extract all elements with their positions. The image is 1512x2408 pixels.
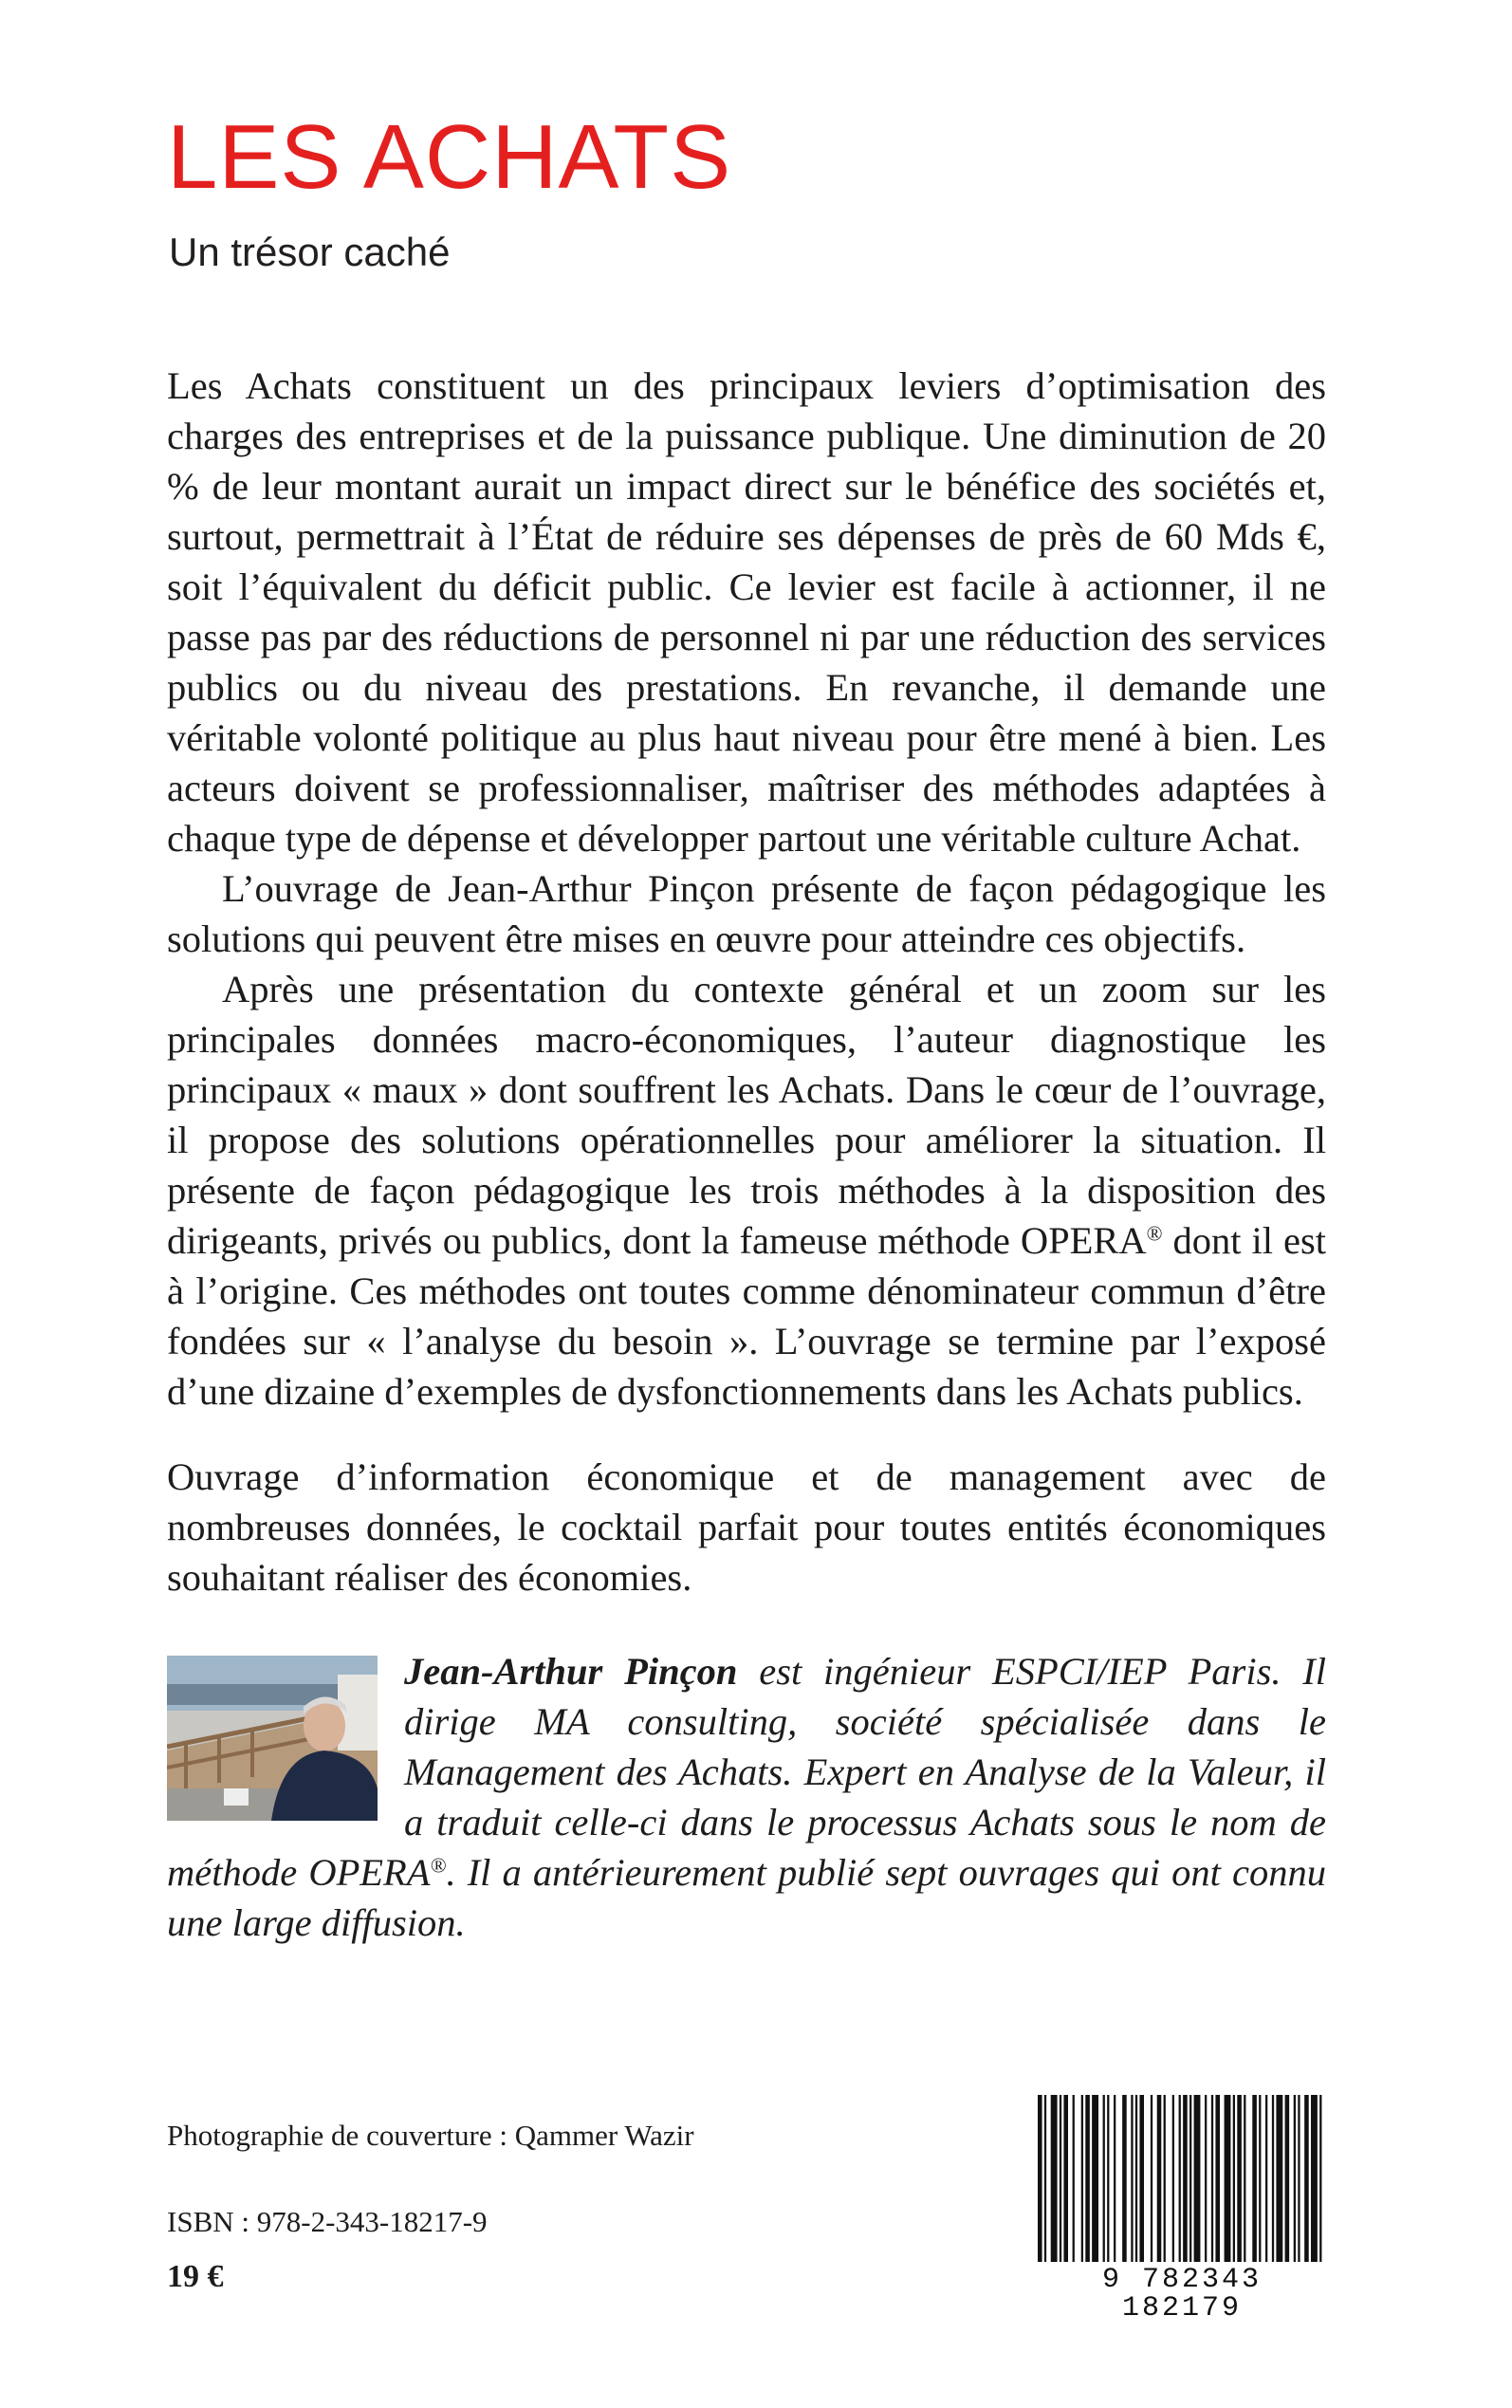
registered-mark: ® <box>1146 1221 1163 1246</box>
barcode-bar <box>1131 2095 1133 2262</box>
barcode-bar <box>1319 2095 1321 2262</box>
barcode-bar <box>1151 2095 1152 2262</box>
barcode-bar <box>1294 2095 1296 2262</box>
barcode-bar <box>1107 2095 1109 2262</box>
barcode-bar <box>1285 2095 1290 2262</box>
barcode-bar <box>1189 2095 1191 2262</box>
author-bio-text: . Il a antérieurement publié sept ouvrages qui ont connu une large diffusion. <box>167 1851 1326 1944</box>
author-bio-text: est ingénieur ESPCI/IEP Paris. Il dirige MA consulting, société spécialisée dans le Management des Achats. Expert en Analyse de la Valeur, il a traduit celle-ci dans le processus Achats sous le nom de méthode OPERA <box>167 1650 1327 1894</box>
book-summary <box>167 361 1326 1417</box>
barcode-bar <box>1233 2095 1235 2262</box>
barcode-bar <box>1092 2095 1098 2262</box>
barcode-bar <box>1051 2095 1058 2262</box>
barcode-digits: 9 782343 182179 <box>1101 2264 1263 2325</box>
book-title: LES ACHATS <box>167 106 732 208</box>
barcode-bar <box>1103 2095 1105 2262</box>
barcode-bar <box>1038 2095 1042 2262</box>
barcode-bar <box>1114 2095 1116 2262</box>
summary-paragraph: L’ouvrage de Jean-Arthur Pinçon présente de façon pédagogique les solutions qui peuvent être mises en œuvre pour atteindre ces objectifs. <box>167 867 1326 960</box>
barcode-bar <box>1135 2095 1137 2262</box>
barcode-bar <box>1259 2095 1261 2262</box>
barcode-bar <box>1237 2095 1242 2262</box>
barcode-bar <box>1252 2095 1257 2262</box>
barcode-bar <box>1044 2095 1046 2262</box>
barcode-bar <box>1215 2095 1220 2262</box>
barcode-bar <box>1157 2095 1162 2262</box>
barcode-bar <box>1244 2095 1245 2262</box>
barcode-bar <box>1276 2095 1282 2262</box>
author-name: Jean-Arthur Pinçon <box>404 1650 738 1693</box>
closing-paragraph: Ouvrage d’information économique et de management avec de nombreuses données, le cocktail parfait pour toutes entités économiques souhaitant réaliser des économies. <box>167 1455 1326 1599</box>
barcode-bars <box>1038 2095 1326 2262</box>
barcode-bar <box>1265 2095 1267 2262</box>
author-photo <box>167 1656 378 1821</box>
barcode-bar <box>1298 2095 1300 2262</box>
isbn: ISBN : 978-2-343-18217-9 <box>167 2205 488 2238</box>
barcode-bar <box>1272 2095 1274 2262</box>
barcode-bar <box>1225 2095 1231 2262</box>
barcode-bar <box>1081 2095 1083 2262</box>
barcode <box>1038 2095 1326 2323</box>
barcode-bar <box>1063 2095 1068 2262</box>
barcode-bar <box>1194 2095 1201 2262</box>
author-photo-image <box>167 1656 378 1821</box>
author-section <box>167 1646 1326 1948</box>
barcode-bar <box>1073 2095 1075 2262</box>
barcode-bar <box>1205 2095 1207 2262</box>
barcode-bar <box>1139 2095 1144 2262</box>
summary-paragraph <box>167 964 1326 1417</box>
barcode-bar <box>1172 2095 1174 2262</box>
summary-paragraph: Les Achats constituent un des principaux leviers d’optimisation des charges des entreprises et de la puissance publique. Une diminution de 20 % de leur montant aurait un impact direct sur le bénéfice des sociétés et, surtout, permettrait à l’État de réduire ses dépenses de près de 60 Mds €, soit l’équivalent du déficit public. Ce levier est facile à actionner, il ne passe pas par des réductions de personnel ni par une réduction des services publics ou du niveau des prestations. En revanche, il demande une véritable volonté politique au plus haut niveau pour être mené à bien. Les acteurs doivent se professionnaliser, maîtriser des méthodes adaptées à chaque type de dépense et développer partout une véritable culture Achat. <box>167 364 1326 860</box>
summary-paragraph-text: dont il est à l’origine. Ces méthodes ont toutes comme dénominateur commun d’être fondées sur « l’analyse du besoin ». L’ouvrage se termine par l’exposé d’une dizaine d’exemples de dysfonctionnements dans les Achats publics. <box>167 1219 1326 1413</box>
barcode-bar <box>1179 2095 1181 2262</box>
book-subtitle: Un trésor caché <box>169 230 451 274</box>
barcode-bar <box>1060 2095 1061 2262</box>
barcode-bar <box>1211 2095 1213 2262</box>
barcode-bar <box>1304 2095 1309 2262</box>
registered-mark: ® <box>430 1853 447 1878</box>
summary-paragraph-text: Après une présentation du contexte général et un zoom sur les principales données macro-économiques, l’auteur diagnostique les principaux « maux » dont souffrent les Achats. Dans le cœur de l’ouvrage, il propose des solutions opérationnelles pour améliorer la situation. Il présente de façon pédagogique les trois méthodes à la disposition des dirigeants, privés ou publics, dont la fameuse méthode OPERA <box>167 968 1326 1262</box>
barcode-bar <box>1183 2095 1188 2262</box>
closing-statement <box>167 1452 1326 1602</box>
barcode-bar <box>1085 2095 1090 2262</box>
price: 19 € <box>167 2259 224 2294</box>
barcode-bar <box>1164 2095 1166 2262</box>
barcode-bar <box>1122 2095 1127 2262</box>
photo-credit: Photographie de couverture : Qammer Wazir <box>167 2119 694 2152</box>
barcode-bar <box>1311 2095 1318 2262</box>
